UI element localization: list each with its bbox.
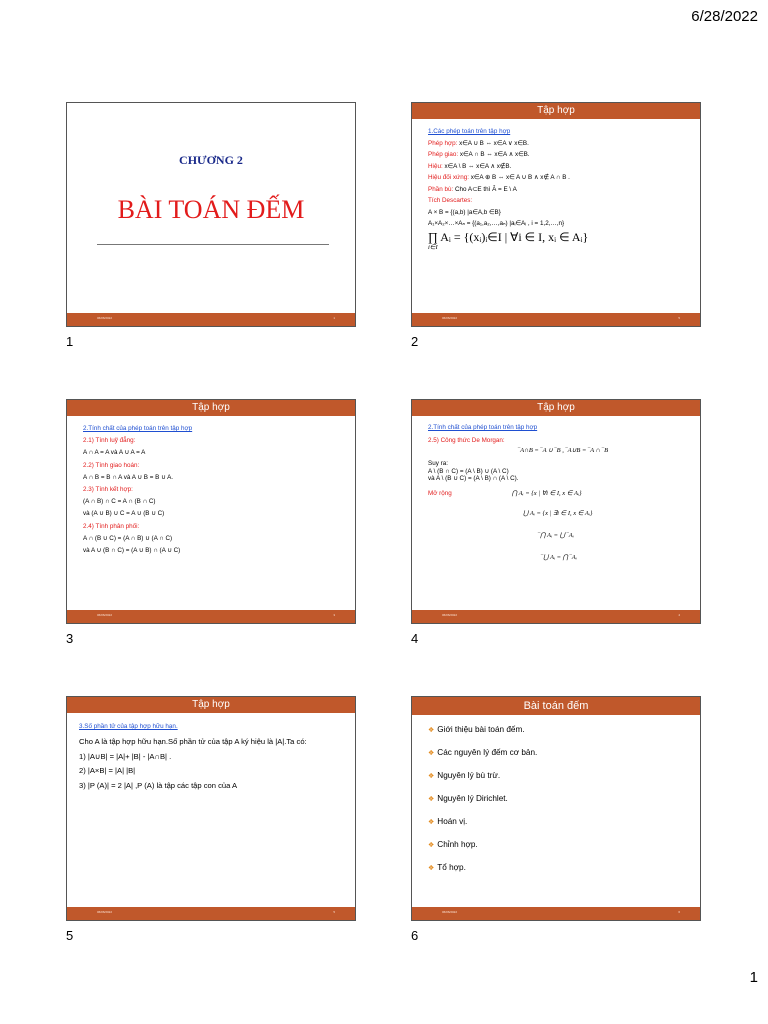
product-formula: ∏ Aᵢ = {(xᵢ)ᵢ∈I | ∀i ∈ I, xᵢ ∈ Aᵢ}: [428, 229, 589, 244]
slide-header: Tập hợp: [67, 400, 355, 416]
slide-footer: 06/06/2022 5: [412, 313, 700, 326]
slide-number: 2: [411, 334, 419, 349]
slide-number: 6: [411, 928, 419, 943]
section-title: 2.Tính chất của phép toán trên tập hợp: [83, 425, 193, 432]
slide-number: 5: [66, 928, 74, 943]
section-title: 3.Số phần tử của tập hợp hữu hạn.: [79, 723, 178, 730]
header-date: 6/28/2022: [691, 8, 758, 25]
slide-footer: 06/06/2022 3: [67, 610, 355, 623]
demorgan-formula: ‾A∩B = ‾A ∪ ‾B , ‾A∪B = ‾A ∩ ‾B: [518, 447, 609, 454]
diamond-bullet-icon: ❖: [428, 773, 435, 780]
list-item: ❖ Tổ hợp.: [428, 863, 466, 872]
slide-footer: 06/06/2022 4: [412, 610, 700, 623]
slide-4: Tập hợp 2.Tính chất của phép toán trên tập hợp 2.5) Công thức De Morgan: ‾A∩B = ‾A ∪ ‾B , ‾A∪B = ‾A ∩ ‾B Suy ra: A \ (B ∩ C) = (A \ B) ∪ (A \ C) và A \ (B ∪ C) = (A \ B) ∩ (A \ C). Mở rộng ⋂ Aᵢ = {x | ∀i ∈ I, x ∈ Aᵢ} ⋃ Aᵢ = {x | ∃i ∈ I, x ∈ Aᵢ} ‾⋂ Aᵢ = ⋃ ‾Aᵢ ‾⋃ Aᵢ = ⋂ ‾Aᵢ 06/06/2022 4: [411, 399, 701, 624]
diamond-bullet-icon: ❖: [428, 819, 435, 826]
slide-footer: 06/06/2022 1: [67, 313, 355, 326]
slide-5: Tập hợp 3.Số phần tử của tập hợp hữu hạn. Cho A là tập hợp hữu hạn.Số phần tử của tập A ký hiệu là |A|.Ta có: 1) |A∪B| = |A|+ |B| - |A∩B| . 2) |A×B| = |A| |B| 3) |P (A)| = 2 |A| ,P (A) là tập các tập con của A 06/06/2022 5: [66, 696, 356, 921]
page-number: 1: [749, 969, 758, 986]
slide-title: BÀI TOÁN ĐẾM: [117, 195, 305, 224]
slide-header: Tập hợp: [412, 400, 700, 416]
slide-number: 3: [66, 631, 74, 646]
slide-2: Tập hợp 1.Các phép toán trên tập hợp Phép hợp: x∈A ∪ B ⇔ x∈A ∨ x∈B. Phép giao: x∈A ∩ B ⇔ x∈A ∧ x∈B. Hiệu: x∈A \ B ⇔ x∈A ∧ x∉B. Hiệu đối xứng: x∈A ⊕ B ⇔ x∈ A ∪ B ∧ x∉ A ∩ B . Phần bù: Cho A⊂E thì Ā = E \ A Tích Descartes: A × B = {(a,b) |a∈A,b ∈B} A₁×A₂×…×Aₙ = {(a₁,a₂,…,aₙ) |aᵢ∈Aᵢ , i = 1,2,…,n} ∏ Aᵢ = {(xᵢ)ᵢ∈I | ∀i ∈ I, xᵢ ∈ Aᵢ} i∈I 06/06/2022 5: [411, 102, 701, 327]
diamond-bullet-icon: ❖: [428, 750, 435, 757]
chapter-label: CHƯƠNG 2: [179, 153, 243, 167]
slide-header: Tập hợp: [67, 697, 355, 713]
title-divider: [97, 244, 329, 245]
list-item: ❖ Các nguyên lý đếm cơ bản.: [428, 748, 538, 757]
diamond-bullet-icon: ❖: [428, 842, 435, 849]
slide-header: Tập hợp: [412, 103, 700, 119]
list-item: ❖ Nguyên lý bù trừ.: [428, 771, 501, 780]
slide-header: Bài toán đếm: [412, 697, 700, 715]
diamond-bullet-icon: ❖: [428, 727, 435, 734]
diamond-bullet-icon: ❖: [428, 796, 435, 803]
diamond-bullet-icon: ❖: [428, 865, 435, 872]
list-item: ❖ Hoán vị.: [428, 817, 468, 826]
list-item: ❖ Nguyên lý Dirichlet.: [428, 794, 508, 803]
list-item: ❖ Giới thiệu bài toán đếm.: [428, 725, 525, 734]
slide-footer: 06/06/2022 6: [412, 907, 700, 920]
section-title: 1.Các phép toán trên tập hợp: [428, 128, 511, 135]
slide-number: 4: [411, 631, 419, 646]
slide-6: [411, 696, 701, 921]
list-item: ❖ Chỉnh hợp.: [428, 840, 478, 849]
slide-footer: 06/06/2022 5: [67, 907, 355, 920]
slide-3: Tập hợp 2.Tính chất của phép toán trên tập hợp 2.1) Tính luỹ đẳng: A ∩ A = A và A ∪ A = A 2.2) Tính giao hoán: A ∩ B = B ∩ A và A ∪ B = B ∪ A. 2.3) Tính kết hợp: (A ∩ B) ∩ C = A ∩ (B ∩ C) và (A ∪ B) ∪ C = A ∪ (B ∪ C) 2.4) Tính phân phối: A ∩ (B ∪ C) = (A ∩ B) ∪ (A ∩ C) và A ∪ (B ∩ C) = (A ∪ B) ∩ (A ∪ C) 06/06/2022 3: [66, 399, 356, 624]
slide-1: [66, 102, 356, 327]
section-title: 2.Tính chất của phép toán trên tập hợp: [428, 424, 538, 431]
slide-number: 1: [66, 334, 74, 349]
